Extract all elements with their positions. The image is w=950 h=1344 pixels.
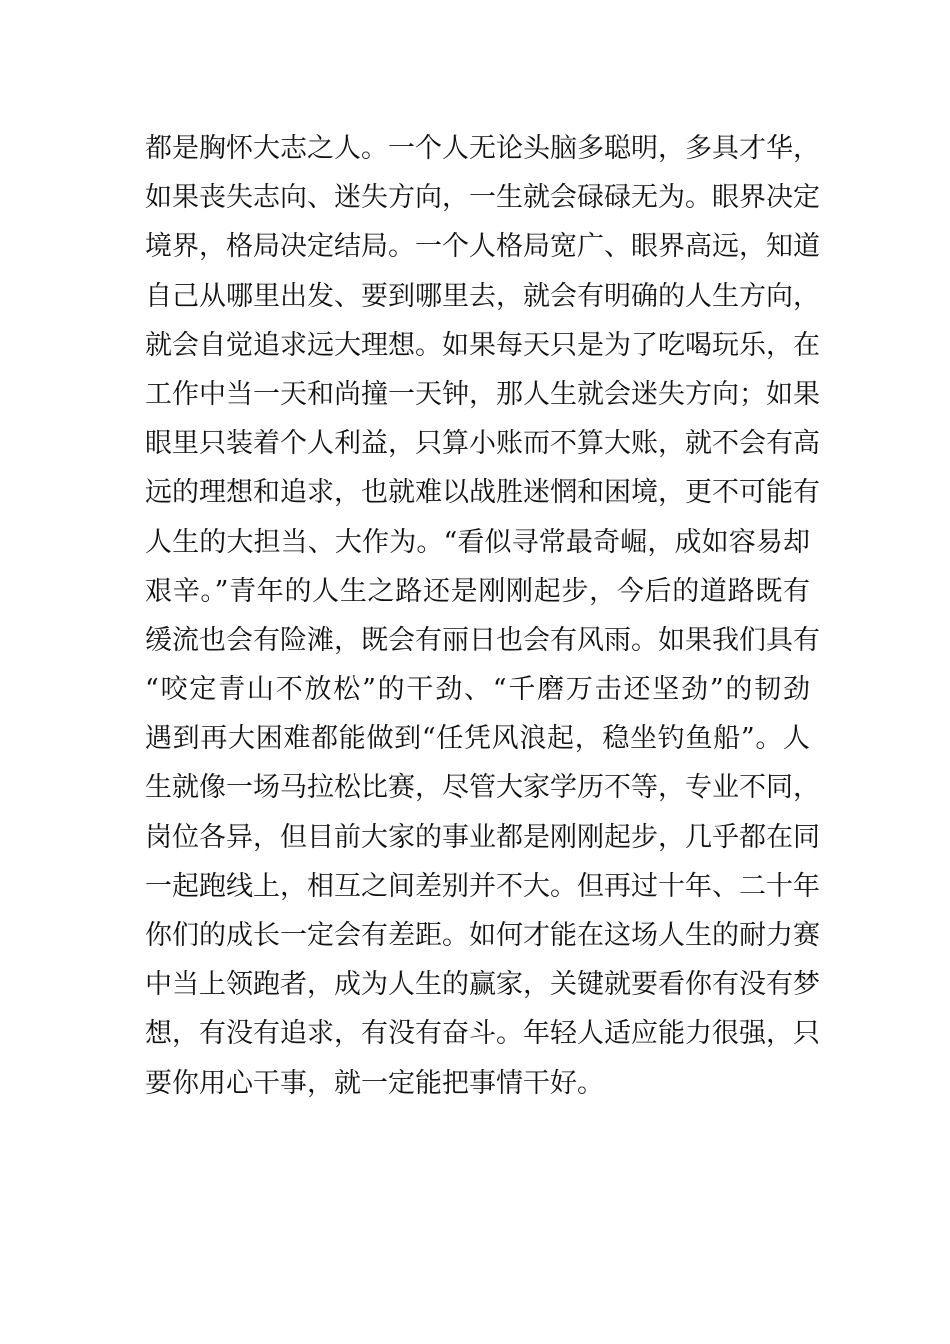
text-line: 境界，格局决定结局。一个人格局宽广、眼界高远，知道 <box>145 231 820 263</box>
text-line: 自己从哪里出发、要到哪里去，就会有明确的人生方向， <box>145 280 820 312</box>
text-line: 艰辛。”青年的人生之路还是刚刚起步，今后的道路既有 <box>145 575 810 607</box>
text-line: 人生的大担当、大作为。“看似寻常最奇崛，成如容易却 <box>145 526 810 558</box>
text-line: 工作中当一天和尚撞一天钟，那人生就会迷失方向；如果 <box>145 378 820 410</box>
text-line: 想，有没有追求，有没有奋斗。年轻人适应能力很强，只 <box>145 1018 820 1050</box>
text-line: 就会自觉追求远大理想。如果每天只是为了吃喝玩乐，在 <box>145 329 820 361</box>
text-line: “咬定青山不放松”的干劲、“千磨万击还坚劲”的韧劲 <box>145 674 810 706</box>
text-line: 你们的成长一定会有差距。如何才能在这场人生的耐力赛 <box>145 920 820 951</box>
text-line: 中当上领跑者，成为人生的赢家，关键就要看你有没有梦 <box>145 969 820 1001</box>
text-line: 缓流也会有险滩，既会有丽日也会有风雨。如果我们具有 <box>145 624 820 656</box>
text-line: 远的理想和追求，也就难以战胜迷惘和困境，更不可能有 <box>145 477 820 509</box>
text-line: 都是胸怀大志之人。一个人无论头脑多聪明，多具才华， <box>145 133 820 164</box>
text-line: 要你用心干事，就一定能把事情干好。 <box>145 1067 604 1099</box>
text-line: 眼里只装着个人利益，只算小账而不算大账，就不会有高 <box>145 428 820 460</box>
body-paragraph <box>145 124 820 1108</box>
text-line: 生就像一场马拉松比赛，尽管大家学历不等，专业不同， <box>145 772 820 804</box>
text-line: 岗位各异，但目前大家的事业都是刚刚起步，几乎都在同 <box>145 821 820 853</box>
text-line: 如果丧失志向、迷失方向，一生就会碌碌无为。眼界决定 <box>145 182 820 214</box>
text-line: 遇到再大困难都能做到“任凭风浪起，稳坐钓鱼船”。人 <box>145 723 810 755</box>
text-line: 一起跑线上，相互之间差别并不大。但再过十年、二十年 <box>145 870 820 902</box>
